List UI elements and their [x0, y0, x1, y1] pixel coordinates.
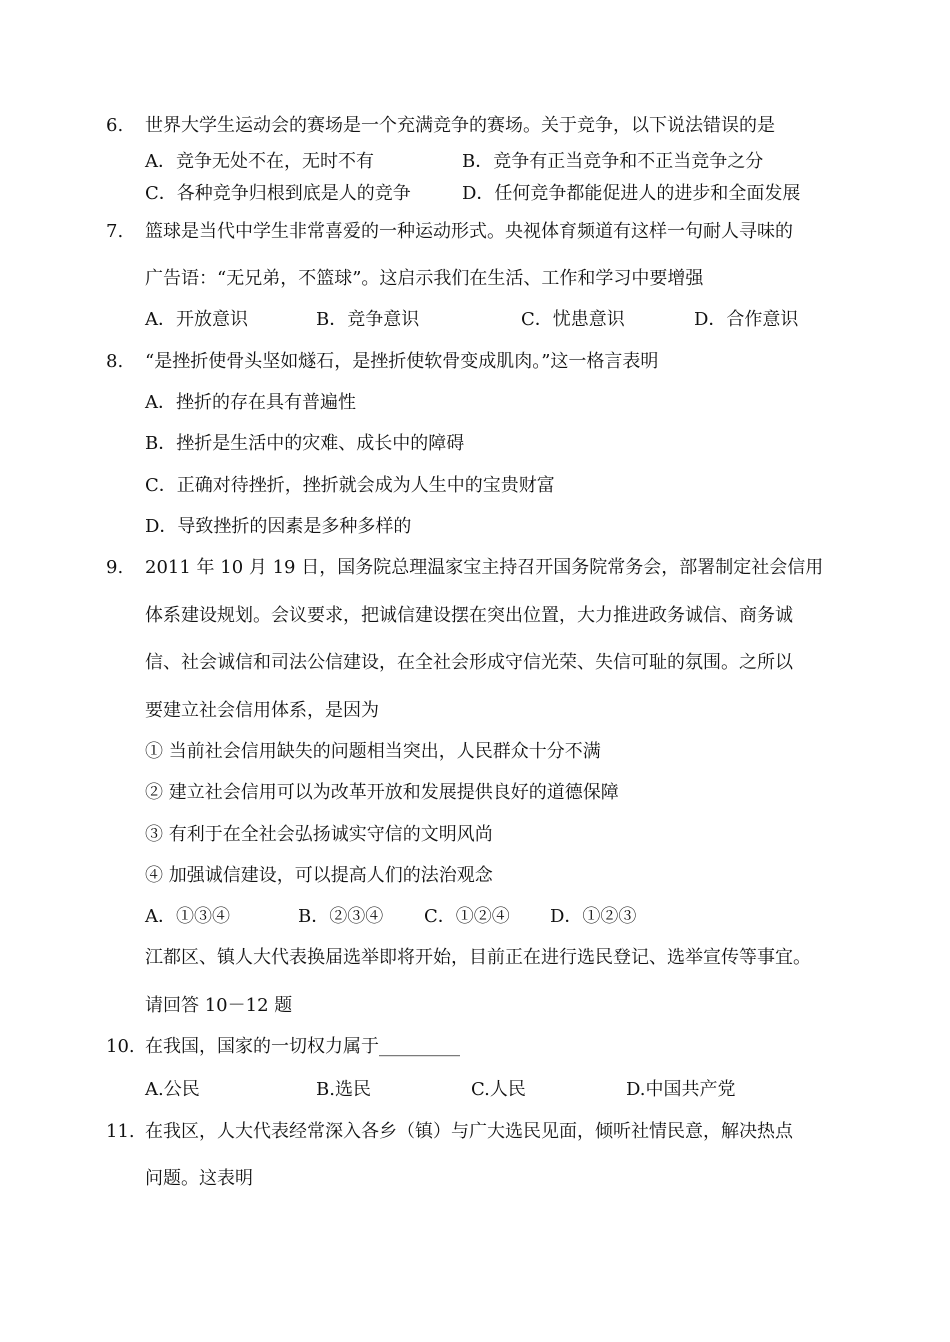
q8-option-d: D．导致挫折的因素是多种多样的 [145, 516, 412, 537]
q6-option-b: B．竞争有正当竞争和不正当竞争之分 [462, 151, 764, 172]
q8-number: 8. [106, 351, 124, 372]
q9-stem-line-4: 要建立社会信用体系，是因为 [145, 700, 379, 721]
q9-stem-line-3: 信、社会诚信和司法公信建设，在全社会形成守信光荣、失信可耻的氛围。之所以 [145, 652, 793, 673]
q9-statement-1: ① 当前社会信用缺失的问题相当突出，人民群众十分不满 [145, 741, 601, 762]
q11-stem-line-2: 问题。这表明 [145, 1168, 253, 1189]
q9-stem-line-1: 2011 年 10 月 19 日，国务院总理温家宝主持召开国务院常务会，部署制定社会信用 [145, 557, 824, 578]
q6-option-d: D．任何竞争都能促进人的进步和全面发展 [462, 183, 801, 204]
group-intro-line-2: 请回答 10－12 题 [145, 995, 293, 1016]
q7-option-a: A．开放意识 [145, 309, 248, 330]
q6-stem: 世界大学生运动会的赛场是一个充满竞争的赛场。关于竞争，以下说法错误的是 [145, 115, 775, 136]
q10-option-b: B.选民 [316, 1079, 371, 1100]
q9-statement-4: ④ 加强诚信建设，可以提高人们的法治观念 [145, 865, 493, 886]
q9-option-a: A．①③④ [145, 906, 230, 927]
q7-option-b: B．竞争意识 [316, 309, 420, 330]
q6-option-a: A．竞争无处不在，无时不有 [145, 151, 374, 172]
q10-number: 10. [106, 1036, 135, 1057]
q11-number: 11. [106, 1121, 135, 1142]
q7-option-c: C．忧患意识 [521, 309, 625, 330]
q9-option-b: B．②③④ [298, 906, 384, 927]
q8-option-b: B．挫折是生活中的灾难、成长中的障碍 [145, 433, 465, 454]
q10-option-c: C.人民 [471, 1079, 526, 1100]
q7-number: 7. [106, 221, 124, 242]
q8-option-a: A．挫折的存在具有普遍性 [145, 392, 356, 413]
q6-option-c: C．各种竞争归根到底是人的竞争 [145, 183, 411, 204]
q9-option-c: C．①②④ [424, 906, 510, 927]
group-intro-line-1: 江都区、镇人大代表换届选举即将开始，目前正在进行选民登记、选举宣传等事宜。 [145, 947, 811, 968]
q9-number: 9. [106, 557, 124, 578]
q9-stem-line-2: 体系建设规划。会议要求，把诚信建设摆在突出位置，大力推进政务诚信、商务诚 [145, 605, 793, 626]
q6-number: 6. [106, 115, 124, 136]
q10-option-a: A.公民 [145, 1079, 200, 1100]
q9-statement-2: ② 建立社会信用可以为改革开放和发展提供良好的道德保障 [145, 782, 619, 803]
q9-statement-3: ③ 有利于在全社会弘扬诚实守信的文明风尚 [145, 824, 493, 845]
q7-stem-line-1: 篮球是当代中学生非常喜爱的一种运动形式。央视体育频道有这样一句耐人寻味的 [145, 221, 793, 242]
q10-option-d: D.中国共产党 [626, 1079, 736, 1100]
q9-option-d: D．①②③ [550, 906, 637, 927]
q8-option-c: C．正确对待挫折，挫折就会成为人生中的宝贵财富 [145, 475, 555, 496]
q7-stem-line-2: 广告语：“无兄弟，不篮球”。这启示我们在生活、工作和学习中要增强 [145, 268, 704, 289]
q7-option-d: D．合作意识 [694, 309, 799, 330]
q8-stem: “是挫折使骨头坚如燧石，是挫折使软骨变成肌肉。”这一格言表明 [145, 351, 659, 372]
q10-stem: 在我国，国家的一切权力属于_________ [145, 1036, 460, 1057]
q11-stem-line-1: 在我区，人大代表经常深入各乡（镇）与广大选民见面，倾听社情民意，解决热点 [145, 1121, 793, 1142]
